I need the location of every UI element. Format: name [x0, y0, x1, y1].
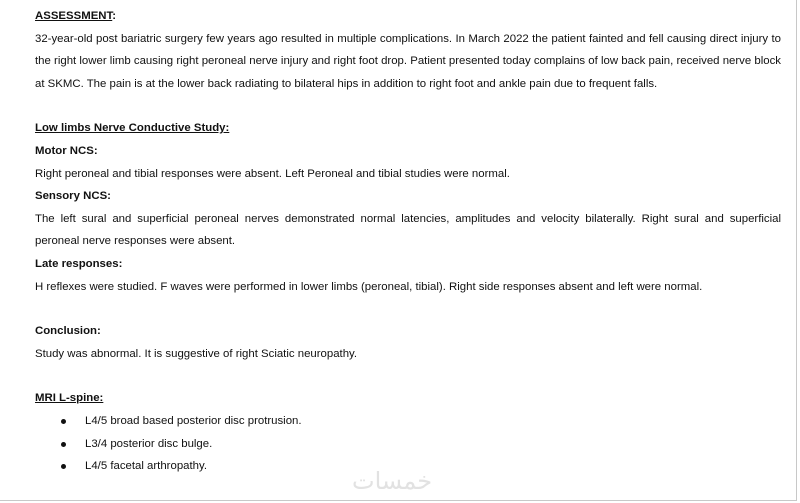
mri-heading: MRI L-spine:	[35, 392, 104, 405]
motor-ncs-text: Right peroneal and tibial responses were absent. Left Peroneal and tibial studies were normal.	[35, 167, 510, 180]
watermark: خمسات	[352, 467, 433, 495]
ncs-heading: Low limbs Nerve Conductive Study:	[35, 122, 230, 135]
motor-ncs-label: Motor NCS:	[35, 144, 98, 157]
section-gap	[35, 95, 781, 117]
mri-finding-text: L4/5 facetal arthropathy.	[85, 460, 207, 473]
late-responses-label: Late responses:	[35, 257, 123, 270]
assessment-heading: ASSESSMENT	[35, 10, 113, 22]
mri-finding-text: L4/5 broad based posterior disc protrusion.	[85, 414, 302, 427]
conclusion-label: Conclusion:	[35, 325, 101, 338]
sensory-ncs-label: Sensory NCS:	[35, 190, 111, 203]
list-item	[35, 410, 781, 433]
conclusion-text: Study was abnormal. It is suggestive of right Sciatic neuropathy.	[35, 347, 358, 360]
bullet-icon	[61, 464, 66, 469]
document-content	[35, 5, 781, 478]
assessment-heading-colon: :	[112, 10, 117, 22]
assessment-text: 32-year-old post bariatric surgery few years ago resulted in multiple complications. In March 2022 the patient fainted and fell causing direct injury to the right lower limb causing right peroneal nerve injury and right foot drop. Patient presented today complains of low back pain, received nerve block at SKMC. The pain is at the lower back radiating to bilateral hips in addition to right foot and ankle pain due to frequent falls.	[35, 32, 781, 90]
late-responses-text: H reflexes were studied. F waves were performed in lower limbs (peroneal, tibial). Right side responses absent and left were normal.	[35, 280, 703, 293]
section-gap	[35, 298, 781, 320]
list-item	[35, 433, 781, 456]
bullet-icon	[61, 419, 66, 424]
assessment-heading-line	[35, 5, 781, 28]
sensory-ncs-text: The left sural and superficial peroneal nerves demonstrated normal latencies, amplitudes and velocity bilaterally. Right sural and superficial peroneal nerve responses were absent.	[35, 212, 781, 248]
mri-finding-text: L3/4 posterior disc bulge.	[85, 437, 213, 450]
section-gap	[35, 365, 781, 387]
bullet-icon	[61, 442, 66, 447]
